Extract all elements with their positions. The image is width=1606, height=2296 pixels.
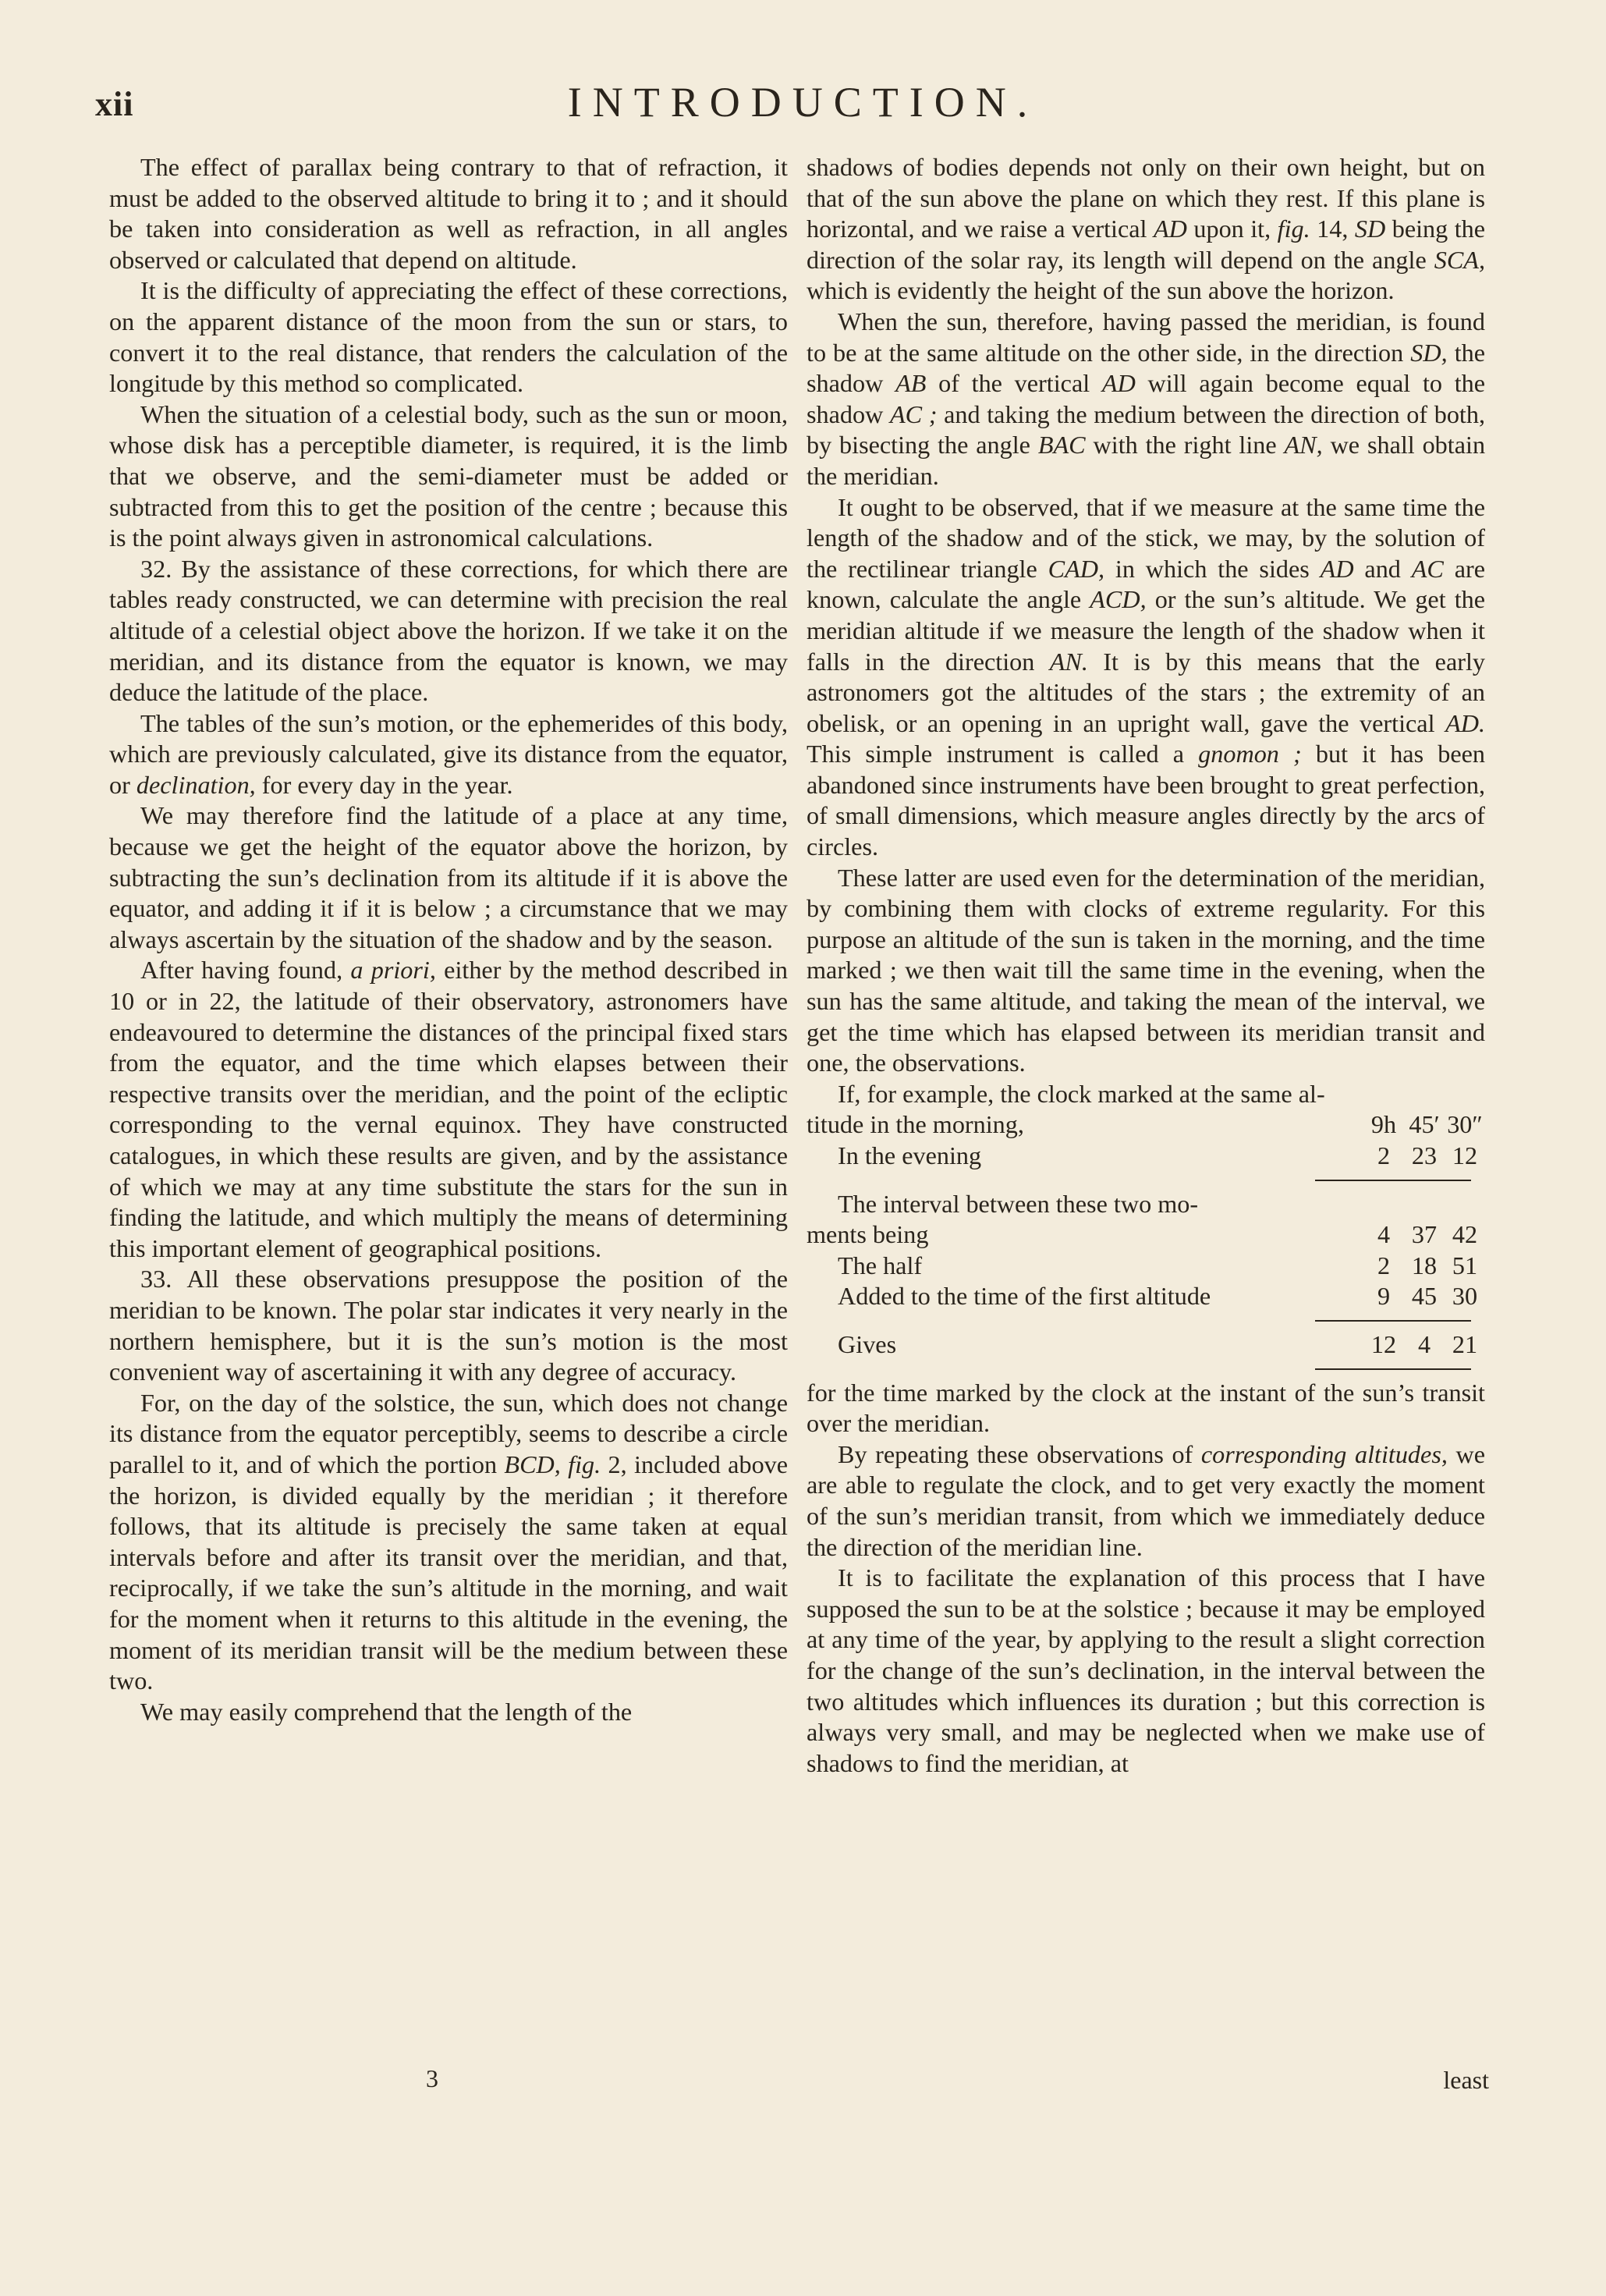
paragraph: For, on the day of the solstice, the sun, which does not change its distance from the equator perceptibly, seems to describe a circle parallel to it, and of which the portion BCD, fig. 2, included above the horizon, is divided equally by the meridian ; it therefore follows, that its altitude is precisely the same taken at equal intervals before and after its transit over the meridian, and that, reciprocally, if we take the sun’s altitude in the morning, and wait for the moment when it returns to this altitude in the evening, the moment of its meridian transit will be the medium between these two. bbox=[109, 1388, 789, 1695]
paragraph: It is to facilitate the explanation of this process that I have supposed the sun to be at the solstice ; because it may be employed at any time of the year, by applying to the result a slight correction for the change of the sun’s declination, in the interval between the two altitudes which influences its duration ; but this correction is always very small, and may be neglected when we make use of shadows to find the meridian, at bbox=[807, 1563, 1485, 1777]
paragraph: 32. By the assistance of these corrections, for which there are tables ready constructed, we can determine with precision the real altitude of a celestial object above the horizon. If we take it on the meridian, and its distance from the equator is known, we may deduce the latitude of the place. bbox=[109, 554, 789, 707]
paragraph: We may easily comprehend that the length of the bbox=[140, 1697, 633, 1726]
section-number: 32. bbox=[140, 554, 172, 583]
catchword: least bbox=[1443, 2066, 1489, 2094]
paragraph: It is the difficulty of appreciating the effect of these corrections, on the apparent distance of the moon from the sun or stars, to convert it to the real distance, that renders the calculation of the longitude by this method so complicated. bbox=[109, 276, 788, 398]
signature-mark: 3 bbox=[426, 2064, 438, 2092]
sum-rule bbox=[807, 1172, 1485, 1189]
paragraph: When the sun, therefore, having passed the meridian, is found to be at the same altitude on the other side, in the direction SD, the shadow AB of the vertical AD will again become equal to the shadow AC ; and taking the medium between the direction of both, by bisecting the angle BAC with the right line AN, we shall obtain the meridian. bbox=[807, 307, 1486, 490]
calc-row: titude in the morning, 9h 45′ 30″ bbox=[807, 1110, 1483, 1139]
calc-row: Gives 12 4 21 bbox=[838, 1329, 1478, 1358]
paragraph: The tables of the sun’s motion, or the ephemerides of this body, which are previously calculated, give its distance from the equator, or declination, for every day in the year. bbox=[109, 708, 788, 799]
right-column bbox=[807, 152, 1485, 1779]
paragraph: It ought to be observed, that if we measure at the same time the length of the shadow and of the stick, we may, by the solution of the rectilinear triangle CAD, in which the sides AD and AC are known, calculate the angle ACD, or the sun’s altitude. We get the meridian altitude if we measure the length of the shadow when it falls in the direction AN. It is by this means that the early astronomers got the altitudes of the stars ; the extremity of an obelisk, or an opening in an upright wall, gave the vertical AD. This simple instrument is called a gnomon ; but it has been abandoned since instruments have been brought to great perfection, of small dimensions, which measure angles directly by the arcs of circles. bbox=[807, 492, 1486, 861]
paragraph: These latter are used even for the determination of the meridian, by combining them with clocks of extreme regularity. For this purpose an altitude of the sun is taken in the morning, and the time marked ; we then wait till the same time in the evening, when the sun has the same altitude, and taking the mean of the interval, we get the time which has elapsed between its meridian transit and one, the observations. bbox=[807, 863, 1485, 1077]
calc-row: The half 2 18 51 bbox=[838, 1251, 1478, 1279]
left-column bbox=[109, 152, 788, 1727]
page-number: xii bbox=[95, 85, 134, 123]
paragraph: 33. All these observations presuppose the position of the meridian to be known. The polar star indicates it very nearly in the northern hemisphere, but it is the sun’s motion is the most convenient way of ascertaining it with any degree of accuracy. bbox=[109, 1265, 788, 1386]
sum-rule bbox=[807, 1312, 1485, 1329]
calc-row: Added to the time of the first altitude 9 45 30 bbox=[838, 1282, 1478, 1311]
paragraph: If, for example, the clock marked at the same al- bbox=[838, 1079, 1325, 1108]
paragraph: When the situation of a celestial body, such as the sun or moon, whose disk has a perceptible diameter, is required, it is the limb that we observe, and the semi-diameter must be added or subtracted from this to get the position of the centre ; because this is the point always given in astronomical calculations. bbox=[109, 399, 788, 552]
paragraph: We may therefore find the latitude of a place at any time, because we get the height of the equator above the horizon, by subtracting the sun’s declination from its altitude if it is above the equator, and adding it if it is below ; a circumstance that we may always ascertain by the situation of the shadow and by the season. bbox=[109, 801, 788, 953]
paragraph: The effect of parallax being contrary to that of refraction, it must be added to the observed altitude to bring it to ; and it should be taken into consideration as well as refraction, in all angles observed or calculated that depend on altitude. bbox=[109, 153, 788, 274]
paragraph: After having found, a priori, either by the method described in 10 or in 22, the latitude of their observatory, astronomers have endeavoured to determine the distances of the principal fixed stars from the equator, and the time which elapses between their respective transits over the meridian, and the point of the ecliptic corresponding to the vernal equinox. They have constructed catalogues, in which these results are given, and by the assistance of which we may at any time substitute the stars for the sun in finding the latitude, and which multiply the means of determining this important element of geographical positions. bbox=[109, 956, 789, 1262]
paragraph: By repeating these observations of corresponding altitudes, we are able to regulate the clock, and to get very exactly the moment of the sun’s meridian transit, from which we immediately deduce the direction of the meridian line. bbox=[807, 1439, 1485, 1561]
calc-row: In the evening 2 23 12 bbox=[838, 1141, 1478, 1169]
paragraph: shadows of bodies depends not only on their own height, but on that of the sun above the plane on which they rest. If this plane is horizontal, and we raise a vertical AD upon it, fig. 14, SD being the direction of the solar ray, its length will depend on the angle SCA, which is evidently the height of the sun above the horizon. bbox=[807, 153, 1486, 305]
sum-rule bbox=[807, 1361, 1485, 1378]
calc-row: ments being 4 37 42 bbox=[807, 1220, 1478, 1249]
time-calculation-table bbox=[807, 1109, 1485, 1377]
paragraph: for the time marked by the clock at the instant of the sun’s transit over the meridian. bbox=[807, 1378, 1485, 1438]
running-head: INTRODUCTION. bbox=[567, 79, 1039, 126]
section-number: 33. bbox=[140, 1265, 172, 1293]
calc-row: The interval between these two mo- bbox=[838, 1189, 1199, 1218]
